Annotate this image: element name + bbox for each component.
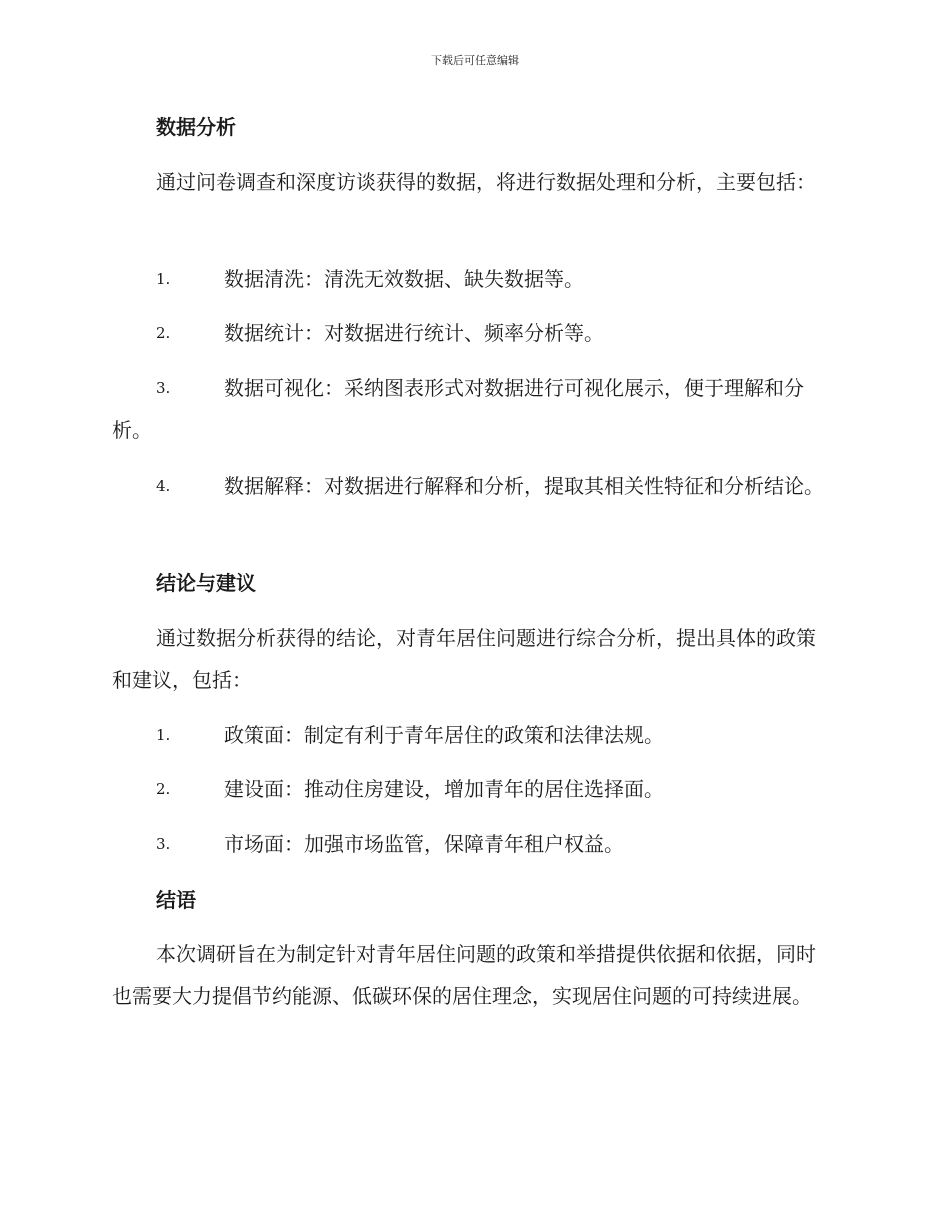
paragraph-text: 本次调研旨在为制定针对青年居住问题的政策和举措提供依据和依据，同时也需要大力提倡节约能源、低碳环保的居住理念，实现居住问题的可持续进展。 (112, 942, 816, 1008)
page-header-note: 下载后可任意编辑 (431, 54, 519, 67)
section-intro-closing (112, 933, 832, 1017)
list-text: 建设面：推动住房建设，增加青年的居住选择面。 (224, 777, 664, 801)
list-text: 数据统计：对数据进行统计、频率分析等。 (224, 321, 604, 345)
list-text: 数据解释：对数据进行解释和分析，提取其相关性特征和分析结论。 (224, 474, 824, 498)
list-text: 数据可视化：采纳图表形式对数据进行可视化展示，便于理解和分析。 (112, 376, 804, 442)
list-number: 3. (156, 379, 171, 397)
list-item (112, 465, 832, 507)
list-text: 政策面：制定有利于青年居住的政策和法律法规。 (224, 723, 664, 747)
list-number: 2. (156, 324, 171, 342)
section-heading-data-analysis: 数据分析 (156, 115, 236, 139)
list-number: 1. (156, 726, 171, 744)
list-text: 数据清洗：清洗无效数据、缺失数据等。 (224, 267, 584, 291)
list-number: 3. (156, 835, 171, 853)
section-heading-closing: 结语 (156, 888, 196, 912)
list-number: 1. (156, 270, 171, 288)
list-number: 4. (156, 477, 171, 495)
list-item (112, 367, 832, 451)
paragraph-text: 通过问卷调查和深度访谈获得的数据，将进行数据处理和分析，主要包括： (156, 170, 816, 194)
section-intro-conclusions (112, 617, 832, 701)
list-item (112, 823, 832, 865)
section-heading-conclusions: 结论与建议 (156, 571, 256, 595)
list-item (112, 312, 832, 354)
list-item (112, 768, 832, 810)
list-number: 2. (156, 780, 171, 798)
list-text: 市场面：加强市场监管，保障青年租户权益。 (224, 832, 624, 856)
section-intro-data-analysis (112, 161, 832, 203)
list-item (112, 714, 832, 756)
list-item (112, 258, 832, 300)
paragraph-text: 通过数据分析获得的结论，对青年居住问题进行综合分析，提出具体的政策和建议，包括： (112, 626, 816, 692)
